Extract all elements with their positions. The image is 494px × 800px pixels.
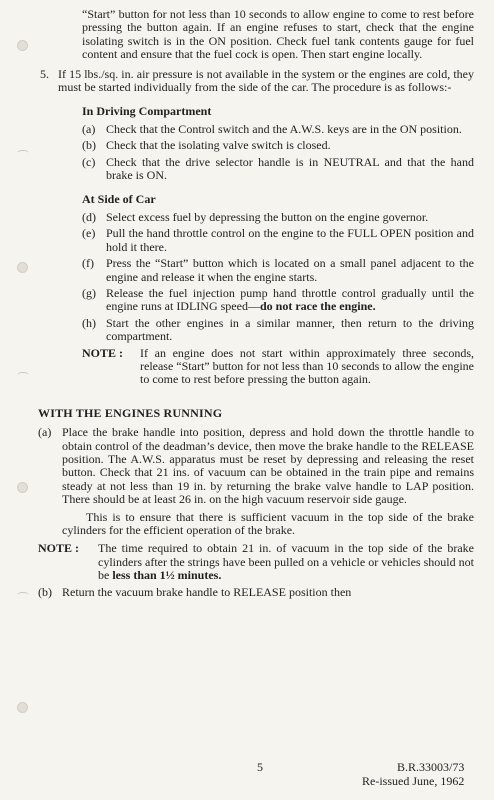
item-label: (e) <box>82 226 96 241</box>
item-label: (g) <box>82 285 96 300</box>
item-text: Check that the drive selector handle is in NEUTRAL and that the hand brake is ON. <box>106 154 474 183</box>
note-label: NOTE : <box>38 541 80 556</box>
reissue-date: Re-issued June, 1962 <box>362 774 465 788</box>
binder-hole <box>17 702 28 713</box>
document-body <box>38 7 474 601</box>
item-text <box>106 287 474 314</box>
note-block <box>82 347 474 387</box>
side-of-car-heading: At Side of Car <box>82 192 156 207</box>
item-text: Press the “Start” button which is located on a small panel adjacent to the engine and release it when the engine starts. <box>106 256 474 284</box>
driving-compartment-heading: In Driving Compartment <box>82 104 212 119</box>
list-item <box>38 426 474 540</box>
list-item <box>82 156 474 183</box>
binder-hole <box>17 40 28 51</box>
list-item <box>82 211 474 224</box>
binder-hole <box>17 262 28 273</box>
list-item <box>38 586 474 599</box>
note-block <box>38 542 474 582</box>
item-text-bold: do not race the engine. <box>259 299 376 314</box>
document-reference <box>362 760 464 788</box>
item-body <box>62 426 474 540</box>
note-text-bold: less than 1½ minutes. <box>112 568 222 583</box>
item-label: (a) <box>82 121 96 136</box>
binder-hole <box>17 482 28 493</box>
engines-running-heading: WITH THE ENGINES RUNNING <box>38 405 223 420</box>
item-label: (c) <box>82 154 96 169</box>
binder-mark <box>17 592 29 598</box>
paragraph-5-label: 5. <box>40 66 49 81</box>
item-text: Check that the isolating valve switch is closed. <box>106 138 331 153</box>
reference-code: B.R.33003/73 <box>396 760 465 774</box>
intro-continuation: “Start” button for not less than 10 seconds to allow engine to come to rest before pressing the button again. If an engine refuses to start, check that the engine isolating switch is in the ON position. Check fuel tank contents gauge for fuel content and ensure that the fuel cock is open. Then start engine locally. <box>82 7 474 62</box>
note-label: NOTE : <box>82 345 124 360</box>
paragraph-5 <box>40 66 474 95</box>
binder-mark <box>17 372 29 378</box>
item-text: Start the other engines in a similar manner, then return to the driving compartment. <box>106 315 474 344</box>
item-text: Return the vacuum brake handle to RELEASE position then <box>62 584 352 599</box>
item-text: Place the brake handle into position, depress and hold down the throttle handle to obtain control of the deadman’s device, then move the brake handle to the RELEASE position. The A.W.S. apparatus must be reset by depressing and releasing the reset button. Check that 21 ins. of vacuum can be obtained in the train pipe and remains steady at not less than 19 in. by returning the brake valve handle to LAP position. There should be at least 26 in. on the high vacuum reservoir side gauge. <box>62 425 474 507</box>
list-item <box>82 317 474 344</box>
paragraph-5-text: If 15 lbs./sq. in. air pressure is not available in the system or the engines are cold, they must be started individually from the side of the car. The procedure is as follows:- <box>58 66 474 95</box>
item-subparagraph: This is to ensure that there is sufficient vacuum in the top side of the brake cylinders for the efficient operation of the brake. <box>62 509 474 537</box>
list-item <box>82 123 474 136</box>
binder-mark <box>17 150 29 156</box>
item-label: (d) <box>82 209 96 224</box>
item-text: Check that the Control switch and the A.W.S. keys are in the ON position. <box>106 121 462 136</box>
note-text <box>98 542 474 582</box>
list-item <box>82 227 474 254</box>
list-item <box>82 287 474 314</box>
page-number: 5 <box>257 760 263 774</box>
note-text: If an engine does not start within approximately three seconds, release “Start” button for not less than 10 seconds to allow the engine to come to rest before pressing the button again. <box>140 345 474 387</box>
item-label: (a) <box>38 425 52 440</box>
list-item <box>82 257 474 284</box>
item-label: (b) <box>82 138 96 153</box>
item-label: (b) <box>38 584 52 599</box>
note-text-plain: The time required to obtain 21 in. of vacuum in the top side of the brake cylinders after the strings have been pulled on a vehicle or vehicles should not be <box>98 541 474 583</box>
list-item <box>82 139 474 152</box>
item-label: (f) <box>82 256 94 271</box>
item-text-plain: Release the fuel injection pump hand throttle control gradually until the engine runs at IDLING speed— <box>106 285 474 314</box>
item-label: (h) <box>82 315 96 330</box>
item-text: Pull the hand throttle control on the engine to the FULL OPEN position and hold it there. <box>106 226 474 254</box>
item-text: Select excess fuel by depressing the button on the engine governor. <box>106 209 429 224</box>
